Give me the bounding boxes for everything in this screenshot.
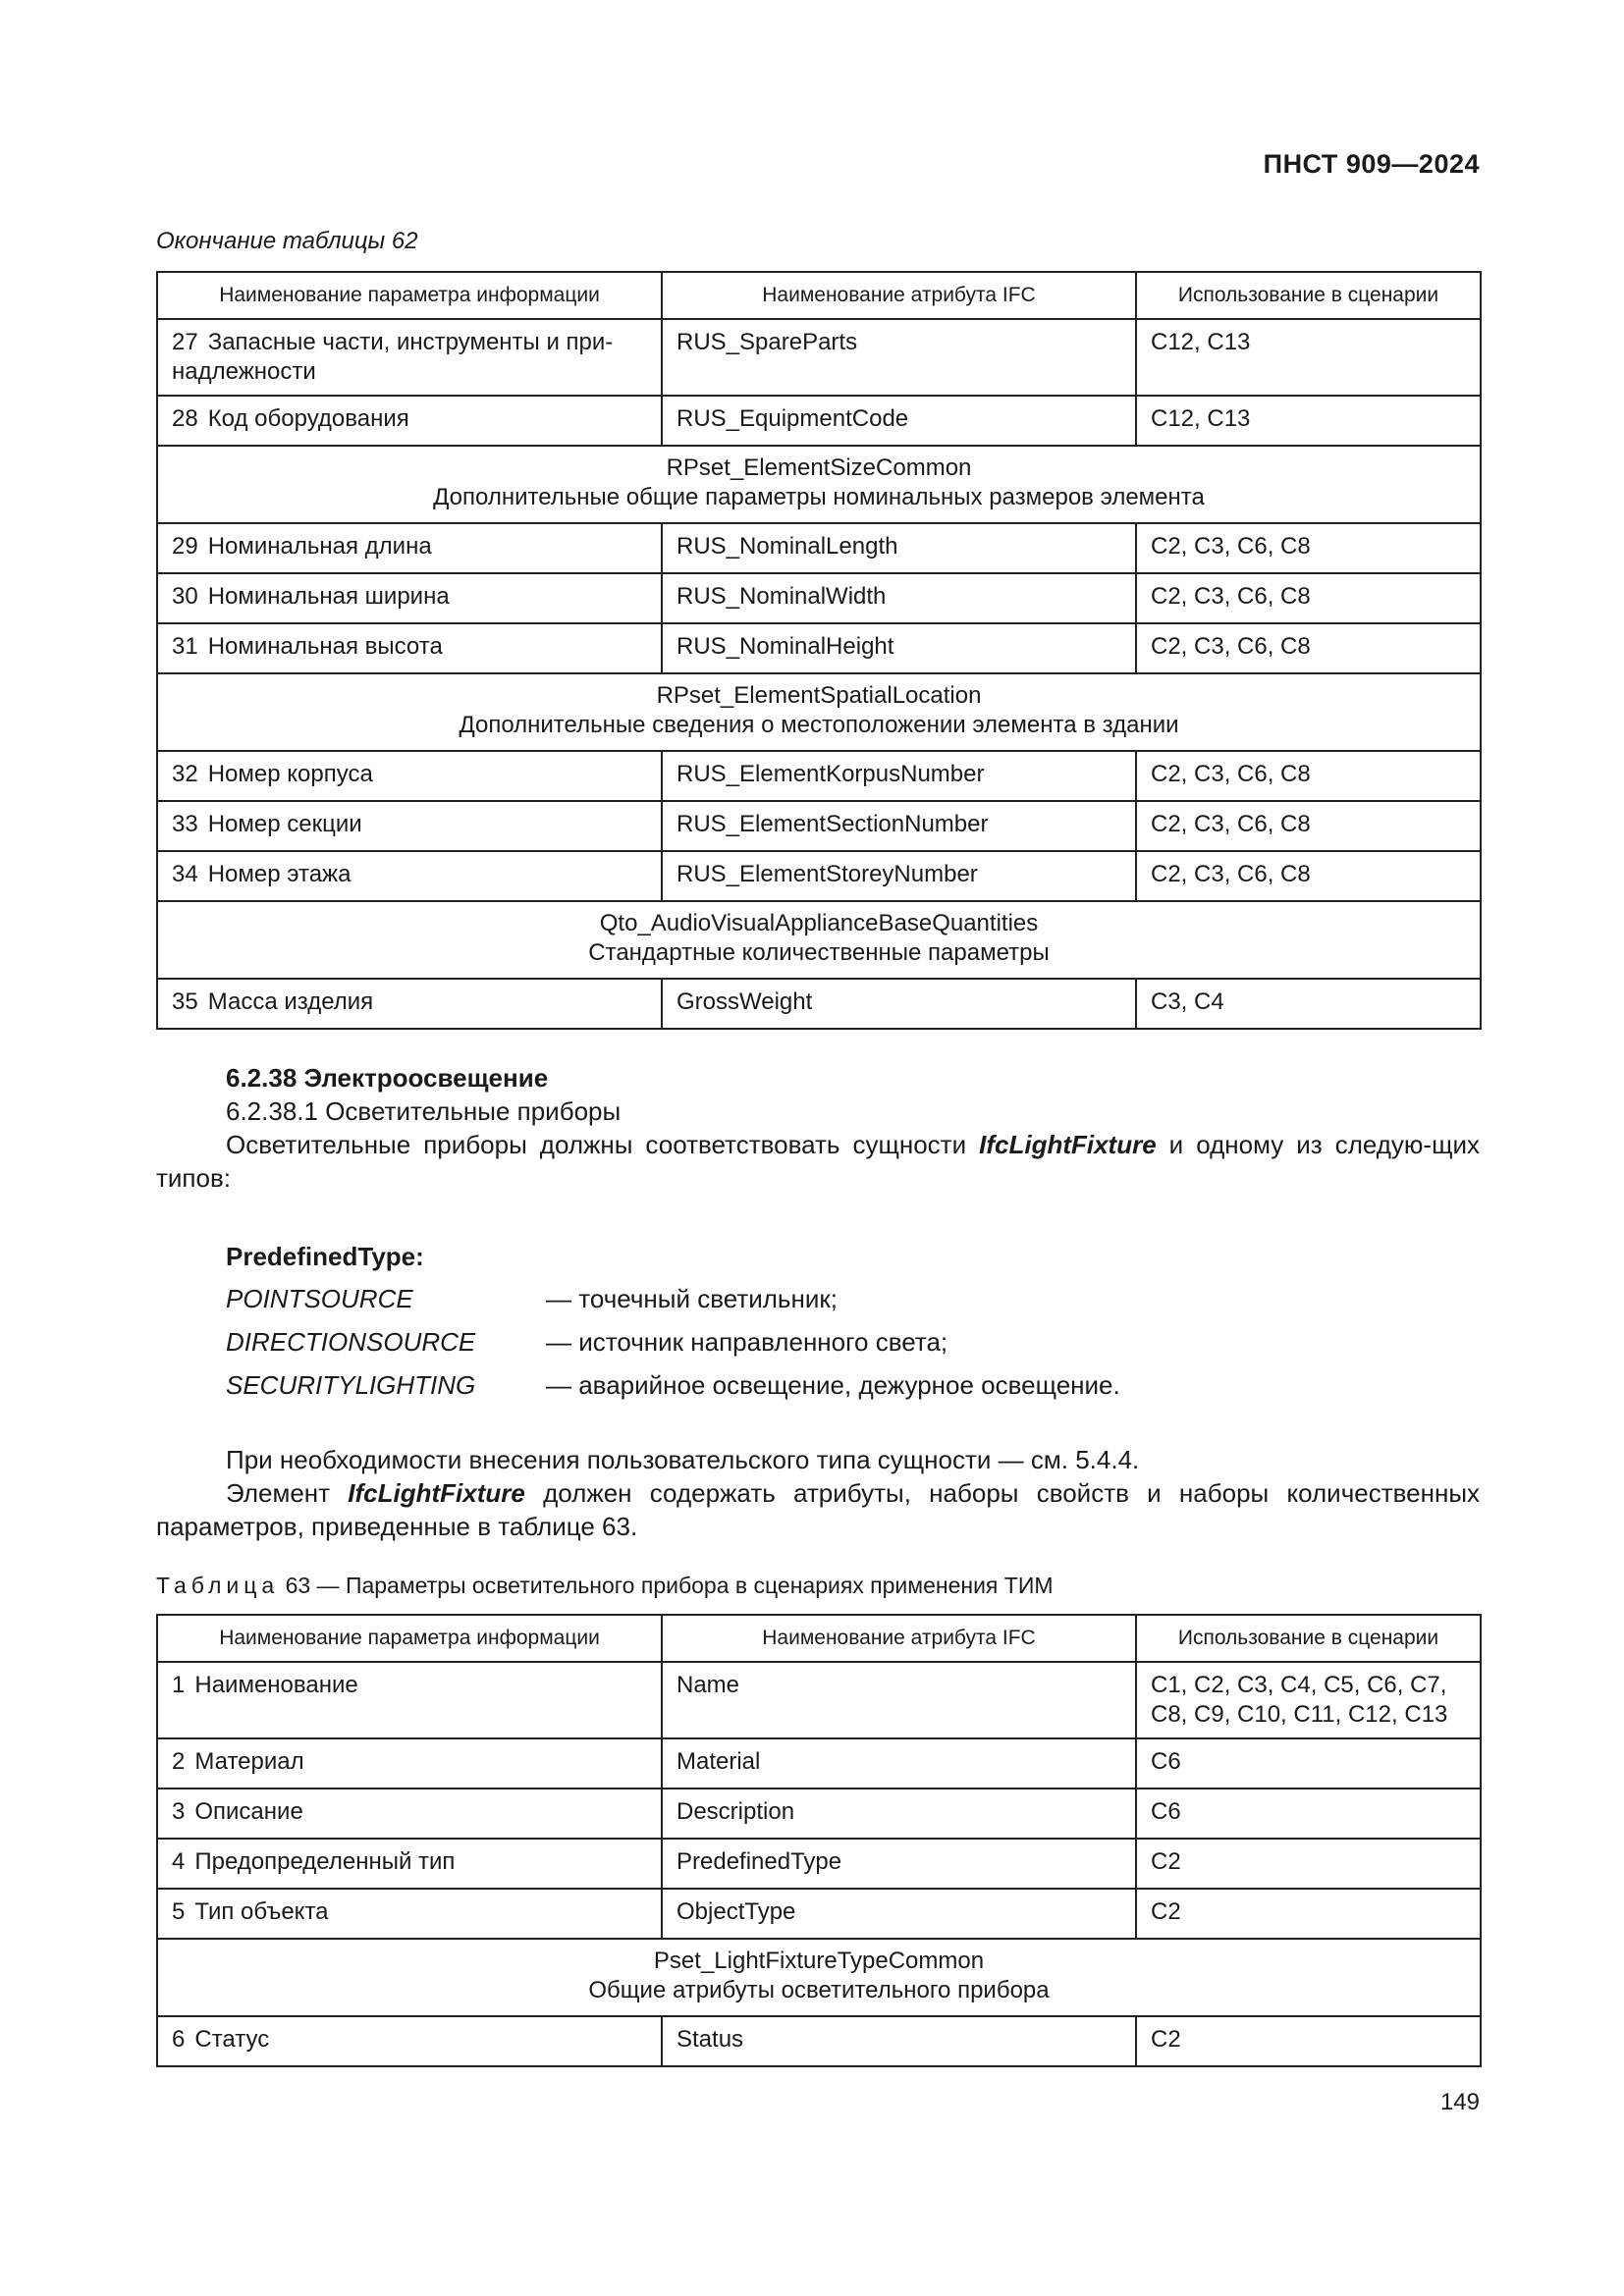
parameter-name: Материал <box>194 1748 304 1775</box>
ifc-attribute-cell: Material <box>662 1738 1136 1789</box>
intro-text: Осветительные приборы должны соответствовать сущности <box>226 1130 980 1159</box>
parameter-name: Номер секции <box>207 811 362 837</box>
parameter-cell <box>157 2016 662 2066</box>
table-group-row <box>157 446 1481 523</box>
column-header: Наименование параметра информации <box>157 1615 662 1662</box>
property-set-name: Qto_AudioVisualApplianceBaseQuantities <box>599 910 1039 936</box>
table-body <box>157 1662 1481 2066</box>
usage-cell: C2, C3, C6, C8 <box>1136 573 1481 623</box>
table-row <box>157 1889 1481 1939</box>
group-cell <box>157 446 1481 523</box>
parameter-name: Номинальная ширина <box>207 583 450 610</box>
ifc-attribute-cell: RUS_ElementKorpusNumber <box>662 751 1136 801</box>
note-text: Элемент <box>226 1478 349 1508</box>
predefined-type-key: DIRECTIONSOURCE <box>226 1327 476 1357</box>
parameter-name: Номинальная высота <box>207 633 443 660</box>
table-63-title <box>156 1573 1054 1599</box>
ifc-attribute-cell: PredefinedType <box>662 1839 1136 1889</box>
predefined-type-item <box>226 1368 1120 1402</box>
row-number: 32 <box>172 761 198 787</box>
usage-cell: C12, C13 <box>1136 319 1481 396</box>
ifc-attribute-cell: Name <box>662 1662 1136 1738</box>
table-row <box>157 319 1481 396</box>
column-header: Наименование атрибута IFC <box>662 1615 1136 1662</box>
usage-cell: C2, C3, C6, C8 <box>1136 751 1481 801</box>
table-row <box>157 623 1481 673</box>
row-number: 5 <box>172 1898 186 1925</box>
parameter-name: Статус <box>194 2026 270 2053</box>
usage-cell: C2, C3, C6, C8 <box>1136 523 1481 573</box>
column-header: Использование в сценарии <box>1136 1615 1481 1662</box>
table-group-row <box>157 901 1481 979</box>
parameter-cell <box>157 623 662 673</box>
property-set-description: Дополнительные сведения о местоположении элемента в здании <box>459 712 1179 738</box>
table-row <box>157 979 1481 1029</box>
page-number: 149 <box>1439 2089 1480 2115</box>
property-set-description: Общие атрибуты осветительного прибора <box>588 1977 1050 2003</box>
group-cell <box>157 1939 1481 2016</box>
parameter-cell <box>157 573 662 623</box>
predefined-type-item <box>226 1282 838 1315</box>
table-title-prefix: Таблица <box>156 1573 280 1598</box>
parameter-name: Номер корпуса <box>207 761 373 787</box>
property-set-name: RPset_ElementSizeCommon <box>666 454 972 481</box>
document-code: ПНСТ 909—2024 <box>1263 149 1480 179</box>
usage-cell: C2, C3, C6, C8 <box>1136 851 1481 901</box>
usage-cell: C6 <box>1136 1789 1481 1839</box>
group-cell <box>157 901 1481 979</box>
usage-cell: C1, C2, C3, C4, C5, C6, C7, C8, C9, C10, C11, C12, C13 <box>1136 1662 1481 1738</box>
ifc-attribute-cell: RUS_NominalWidth <box>662 573 1136 623</box>
property-set-description: Дополнительные общие параметры номинальных размеров элемента <box>433 484 1205 510</box>
predefined-type-item <box>226 1325 947 1359</box>
table-row <box>157 751 1481 801</box>
parameter-cell <box>157 1839 662 1889</box>
row-number: 34 <box>172 861 198 887</box>
entity-name: IfcLightFixture <box>348 1478 525 1508</box>
usage-cell: C2, C3, C6, C8 <box>1136 623 1481 673</box>
parameter-name: Предопределенный тип <box>194 1848 456 1875</box>
section-heading: 6.2.38 Электроосвещение <box>226 1063 549 1093</box>
table-header-row <box>157 1615 1481 1662</box>
ifc-attribute-cell: RUS_NominalHeight <box>662 623 1136 673</box>
usage-cell: C2 <box>1136 2016 1481 2066</box>
parameter-cell <box>157 1789 662 1839</box>
ifc-attribute-cell: RUS_ElementSectionNumber <box>662 801 1136 851</box>
parameter-cell <box>157 801 662 851</box>
note-paragraph: При необходимости внесения пользовательского типа сущности — см. 5.4.4. <box>226 1445 1140 1474</box>
row-number: 27 <box>172 329 198 355</box>
row-number: 28 <box>172 405 198 432</box>
ifc-attribute-cell: Status <box>662 2016 1136 2066</box>
table-body <box>157 319 1481 1029</box>
table-row <box>157 1839 1481 1889</box>
table-row <box>157 801 1481 851</box>
parameter-cell <box>157 396 662 446</box>
parameter-cell <box>157 979 662 1029</box>
row-number: 4 <box>172 1848 186 1875</box>
ifc-attribute-cell: GrossWeight <box>662 979 1136 1029</box>
row-number: 35 <box>172 988 198 1015</box>
ifc-attribute-cell: RUS_ElementStoreyNumber <box>662 851 1136 901</box>
predefined-type-desc: — источник направленного света; <box>546 1327 948 1357</box>
table-row <box>157 2016 1481 2066</box>
predefined-type-desc: — точечный светильник; <box>546 1284 838 1313</box>
note-paragraph <box>156 1476 1480 1543</box>
subsection-heading: 6.2.38.1 Осветительные приборы <box>226 1096 622 1126</box>
predefined-type-label: PredefinedType: <box>226 1242 424 1271</box>
row-number: 29 <box>172 533 198 560</box>
table-row <box>157 1738 1481 1789</box>
column-header: Наименование атрибута IFC <box>662 272 1136 319</box>
usage-cell: C6 <box>1136 1738 1481 1789</box>
table-row <box>157 573 1481 623</box>
usage-cell: C2 <box>1136 1889 1481 1939</box>
table-group-row <box>157 1939 1481 2016</box>
row-number: 1 <box>172 1672 186 1698</box>
parameter-name: Наименование <box>194 1672 358 1698</box>
parameter-name: Тип объекта <box>194 1898 329 1925</box>
column-header: Наименование параметра информации <box>157 272 662 319</box>
table-63 <box>156 1614 1482 2067</box>
parameter-name: Запасные части, инструменты и при-надлежности <box>172 329 614 385</box>
ifc-attribute-cell: RUS_SpareParts <box>662 319 1136 396</box>
row-number: 2 <box>172 1748 186 1775</box>
parameter-cell <box>157 319 662 396</box>
property-set-description: Стандартные количественные параметры <box>588 939 1050 966</box>
row-number: 31 <box>172 633 198 660</box>
parameter-name: Номер этажа <box>207 861 352 887</box>
parameter-name: Номинальная длина <box>207 533 432 560</box>
ifc-attribute-cell: Description <box>662 1789 1136 1839</box>
predefined-type-desc: — аварийное освещение, дежурное освещение. <box>546 1370 1120 1400</box>
table-title-text: 63 — Параметры осветительного прибора в сценариях применения ТИМ <box>279 1573 1054 1598</box>
table-row <box>157 396 1481 446</box>
table-62 <box>156 271 1482 1030</box>
row-number: 33 <box>172 811 198 837</box>
parameter-cell <box>157 523 662 573</box>
parameter-cell <box>157 851 662 901</box>
intro-paragraph <box>156 1128 1480 1195</box>
row-number: 6 <box>172 2026 186 2053</box>
column-header: Использование в сценарии <box>1136 272 1481 319</box>
usage-cell: C3, C4 <box>1136 979 1481 1029</box>
table-group-row <box>157 673 1481 751</box>
parameter-cell <box>157 1738 662 1789</box>
usage-cell: C2 <box>1136 1839 1481 1889</box>
table-header-row <box>157 272 1481 319</box>
table-row <box>157 851 1481 901</box>
usage-cell: C2, C3, C6, C8 <box>1136 801 1481 851</box>
ifc-attribute-cell: RUS_NominalLength <box>662 523 1136 573</box>
entity-name: IfcLightFixture <box>979 1130 1157 1159</box>
group-cell <box>157 673 1481 751</box>
ifc-attribute-cell: RUS_EquipmentCode <box>662 396 1136 446</box>
table-row <box>157 1662 1481 1738</box>
table-row <box>157 523 1481 573</box>
predefined-type-key: SECURITYLIGHTING <box>226 1370 476 1400</box>
property-set-name: RPset_ElementSpatialLocation <box>656 682 982 709</box>
row-number: 3 <box>172 1798 186 1825</box>
parameter-cell <box>157 751 662 801</box>
parameter-name: Масса изделия <box>207 988 374 1015</box>
note-text: должен содержать атрибуты, наборы свойств и наборы количественных параметров, приведенные в таблице 63. <box>156 1478 1481 1541</box>
parameter-cell <box>157 1662 662 1738</box>
ifc-attribute-cell: ObjectType <box>662 1889 1136 1939</box>
usage-cell: C12, C13 <box>1136 396 1481 446</box>
table-row <box>157 1789 1481 1839</box>
property-set-name: Pset_LightFixtureTypeCommon <box>653 1948 985 1974</box>
table-continuation-caption: Окончание таблицы 62 <box>156 228 418 254</box>
row-number: 30 <box>172 583 198 610</box>
parameter-name: Код оборудования <box>207 405 409 432</box>
parameter-name: Описание <box>194 1798 303 1825</box>
predefined-type-key: POINTSOURCE <box>226 1284 413 1313</box>
parameter-cell <box>157 1889 662 1939</box>
intro-text: и одному из следую-щих типов: <box>156 1130 1481 1193</box>
